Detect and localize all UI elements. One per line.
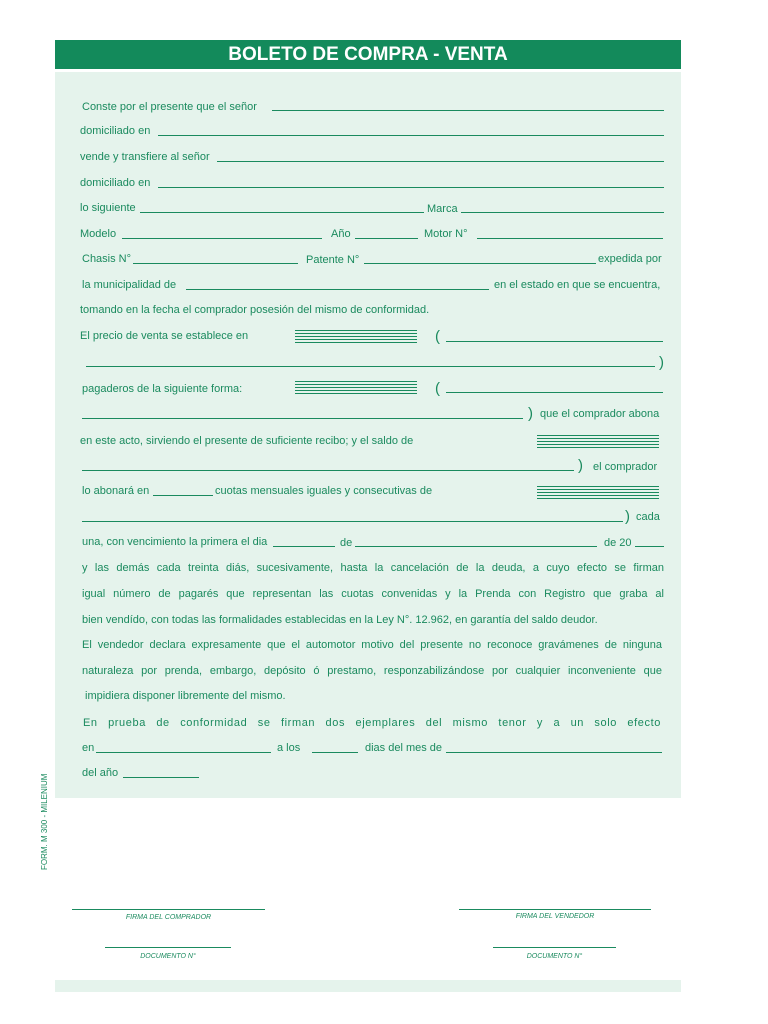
buyer-document-line[interactable] bbox=[105, 947, 231, 948]
price-label: El precio de venta se establece en bbox=[80, 330, 249, 342]
balance-amount-box[interactable] bbox=[537, 435, 659, 450]
place-label: en bbox=[82, 742, 95, 754]
installment-words-field[interactable] bbox=[82, 521, 623, 522]
seller-address-label: domiciliado en bbox=[80, 125, 151, 137]
model-label: Modelo bbox=[80, 228, 117, 240]
form-title: BOLETO DE COMPRA - VENTA bbox=[55, 40, 681, 69]
open-paren: ( bbox=[435, 380, 440, 397]
engine-field[interactable] bbox=[477, 238, 663, 239]
chassis-field[interactable] bbox=[133, 263, 298, 264]
seller-signature-label: FIRMA DEL VENDEDOR bbox=[515, 913, 595, 920]
buyer-signature-line[interactable] bbox=[72, 909, 265, 910]
seller-document-line[interactable] bbox=[493, 947, 616, 948]
place-field[interactable] bbox=[96, 752, 271, 753]
plate-field[interactable] bbox=[364, 263, 596, 264]
final-year-field[interactable] bbox=[123, 777, 199, 778]
terms-line-3: bien vendído, con todas las formalidades establecidas en la Ley N°. 12.962, en garantía del saldo deudor. bbox=[82, 614, 598, 626]
engine-label: Motor N° bbox=[424, 228, 468, 240]
terms-line-2: igual número de pagarés que representan las cuotas convenidas y la Prenda con Registro que graba al bbox=[82, 588, 664, 600]
buyer-address-label: domiciliado en bbox=[80, 177, 151, 189]
bottom-strip bbox=[55, 980, 681, 992]
buyer-pays-label: que el comprador abona bbox=[540, 408, 660, 420]
buyer-intro-label: vende y transfiere al señor bbox=[80, 151, 210, 163]
chassis-label: Chasis N° bbox=[82, 253, 132, 265]
seller-document-label: DOCUMENTO N° bbox=[526, 953, 583, 960]
of-label: de bbox=[340, 537, 353, 549]
balance-words-field[interactable] bbox=[82, 470, 574, 471]
declaration-line-2: naturaleza por prenda, embargo, depósito ó prestamo, responzabilizándose por cualquier inconveniente que bbox=[82, 665, 662, 677]
days-of-month-label: dias del mes de bbox=[365, 742, 443, 754]
conformity-statement: En prueba de conformidad se firman dos ejemplares del mismo tenor y a un solo efecto bbox=[83, 717, 661, 729]
plate-label: Patente N° bbox=[306, 254, 360, 266]
municipality-label: la municipalidad de bbox=[82, 279, 177, 291]
seller-intro-label: Conste por el presente que el señor bbox=[82, 101, 257, 113]
installments-label: lo abonará en bbox=[82, 485, 150, 497]
payment-form-label: pagaderos de la siguiente forma: bbox=[82, 383, 243, 395]
seller-signature-line[interactable] bbox=[459, 909, 651, 910]
payment-words-field-cont[interactable] bbox=[82, 418, 523, 419]
municipality-field[interactable] bbox=[186, 289, 489, 290]
terms-line-1: y las demás cada treinta diás, sucesivamente, hasta la cancelación de la deuda, a cuyo efecto se firman bbox=[82, 562, 664, 574]
year-label-final: del año bbox=[82, 767, 119, 779]
buyer-name-field[interactable] bbox=[217, 161, 664, 162]
price-amount-box[interactable] bbox=[295, 330, 417, 345]
item-label: lo siguiente bbox=[80, 202, 136, 214]
year-prefix-label: de 20 bbox=[604, 537, 632, 549]
installments-count-field[interactable] bbox=[153, 495, 213, 496]
item-field[interactable] bbox=[140, 212, 424, 213]
close-paren: ) bbox=[659, 354, 664, 371]
day-field[interactable] bbox=[312, 752, 358, 753]
due-month-field[interactable] bbox=[355, 546, 597, 547]
model-field[interactable] bbox=[122, 238, 322, 239]
close-paren: ) bbox=[528, 405, 533, 422]
form-code: FORM. M 300 - MILENIUM bbox=[40, 773, 49, 870]
issued-by-label: expedida por bbox=[598, 253, 662, 265]
buyer-label: el comprador bbox=[593, 461, 658, 473]
buyer-address-field[interactable] bbox=[158, 187, 664, 188]
price-words-field[interactable] bbox=[446, 341, 663, 342]
seller-name-field[interactable] bbox=[272, 110, 664, 111]
payment-amount-box[interactable] bbox=[295, 381, 417, 396]
balance-label: en este acto, sirviendo el presente de suficiente recibo; y el saldo de bbox=[80, 435, 414, 447]
at-label: a los bbox=[277, 742, 301, 754]
brand-label: Marca bbox=[427, 203, 458, 215]
each-label: cada bbox=[636, 511, 660, 523]
declaration-line-1: El vendedor declara expresamente que el automotor motivo del presente no reconoce gravámenes de ninguna bbox=[82, 639, 662, 651]
month-field[interactable] bbox=[446, 752, 662, 753]
installment-amount-box[interactable] bbox=[537, 486, 659, 501]
declaration-line-3: impidiera disponer libremente del mismo. bbox=[85, 690, 286, 702]
due-day-field[interactable] bbox=[273, 546, 335, 547]
payment-words-field[interactable] bbox=[446, 392, 663, 393]
first-due-label: una, con vencimiento la primera el dia bbox=[82, 536, 268, 548]
close-paren: ) bbox=[578, 457, 583, 474]
buyer-document-label: DOCUMENTO N° bbox=[140, 953, 196, 960]
open-paren: ( bbox=[435, 328, 440, 345]
due-year-field[interactable] bbox=[635, 546, 664, 547]
year-label: Año bbox=[331, 228, 351, 240]
close-paren: ) bbox=[625, 508, 630, 525]
brand-field[interactable] bbox=[461, 212, 664, 213]
seller-address-field[interactable] bbox=[158, 135, 664, 136]
buyer-signature-label: FIRMA DEL COMPRADOR bbox=[125, 914, 212, 921]
year-field[interactable] bbox=[355, 238, 418, 239]
installments-desc-label: cuotas mensuales iguales y consecutivas de bbox=[215, 485, 433, 497]
price-words-field-cont[interactable] bbox=[86, 366, 655, 367]
condition-label: en el estado en que se encuentra, bbox=[494, 279, 661, 291]
possession-text: tomando en la fecha el comprador posesión del mismo de conformidad. bbox=[80, 304, 430, 316]
